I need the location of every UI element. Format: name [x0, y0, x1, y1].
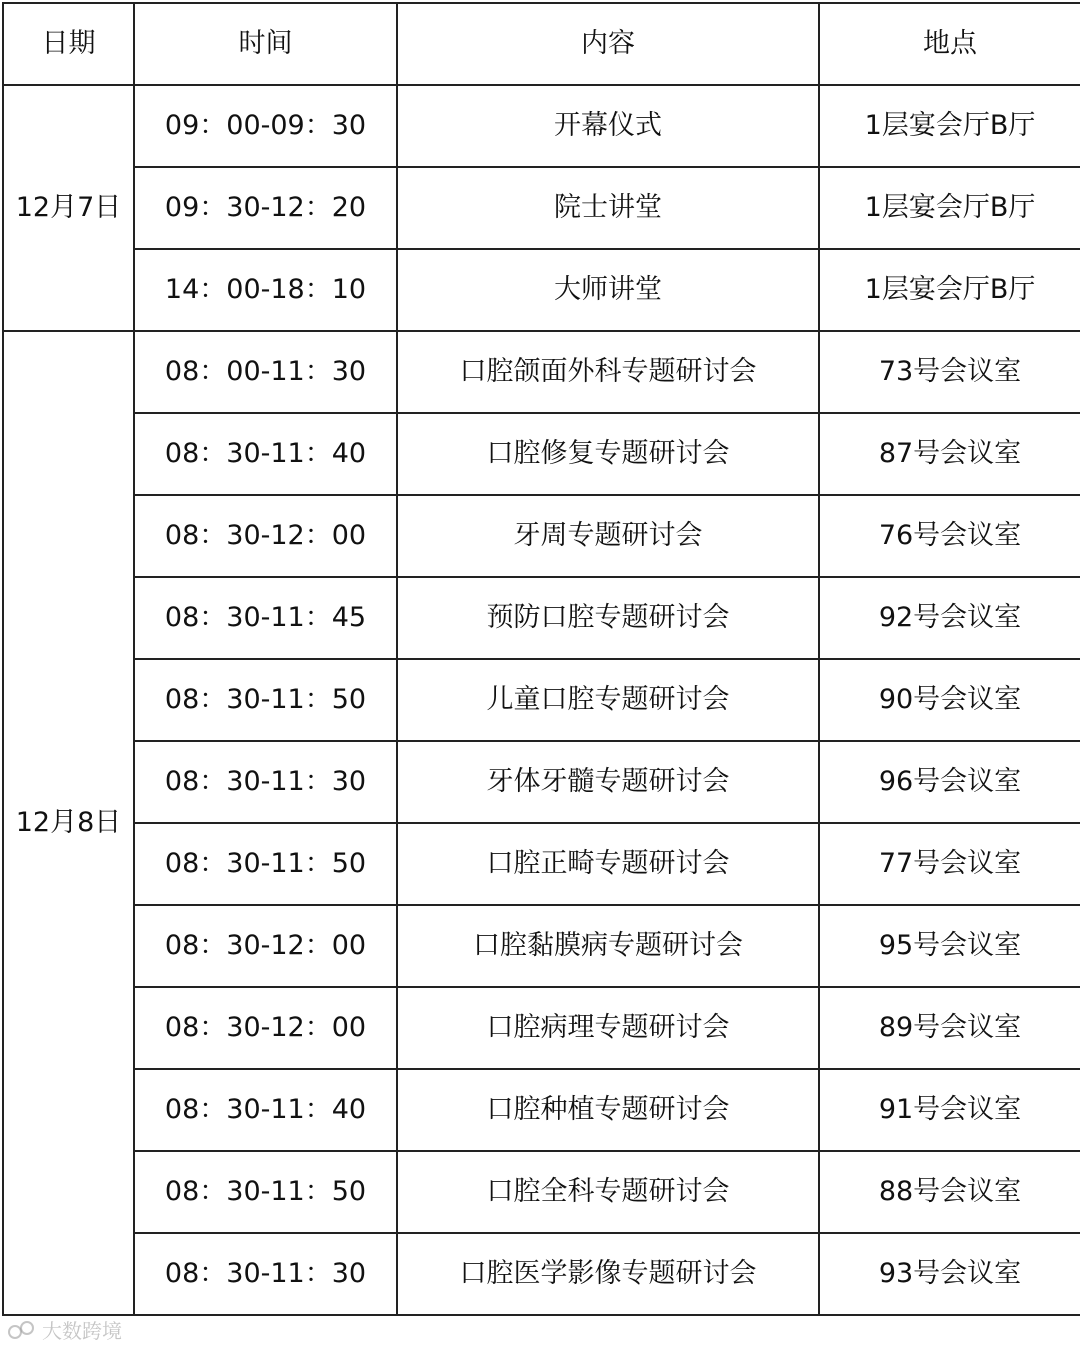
table-row — [3, 741, 1080, 823]
content-cell: 大师讲堂 — [397, 249, 819, 331]
table-row — [3, 1069, 1080, 1151]
content-cell: 口腔正畸专题研讨会 — [397, 823, 819, 905]
header-date: 日期 — [3, 3, 134, 85]
time-cell: 09：00-09：30 — [134, 85, 397, 167]
header-row — [3, 3, 1080, 85]
content-cell: 口腔全科专题研讨会 — [397, 1151, 819, 1233]
content-cell: 口腔医学影像专题研讨会 — [397, 1233, 819, 1315]
place-cell: 1层宴会厅B厅 — [819, 249, 1080, 331]
header-place: 地点 — [819, 3, 1080, 85]
time-cell: 08：00-11：30 — [134, 331, 397, 413]
table-row — [3, 1233, 1080, 1315]
table-row — [3, 1151, 1080, 1233]
place-cell: 91号会议室 — [819, 1069, 1080, 1151]
place-cell: 1层宴会厅B厅 — [819, 85, 1080, 167]
content-cell: 牙体牙髓专题研讨会 — [397, 741, 819, 823]
time-cell: 08：30-12：00 — [134, 905, 397, 987]
place-cell: 76号会议室 — [819, 495, 1080, 577]
place-cell: 73号会议室 — [819, 331, 1080, 413]
time-cell: 08：30-11：50 — [134, 659, 397, 741]
place-cell: 77号会议室 — [819, 823, 1080, 905]
place-cell: 90号会议室 — [819, 659, 1080, 741]
content-cell: 口腔病理专题研讨会 — [397, 987, 819, 1069]
date-cell: 12月7日 — [3, 85, 134, 331]
table-row — [3, 495, 1080, 577]
table-row — [3, 413, 1080, 495]
time-cell: 08：30-11：45 — [134, 577, 397, 659]
header-time: 时间 — [134, 3, 397, 85]
table-row — [3, 987, 1080, 1069]
schedule-table — [2, 2, 1080, 1316]
time-cell: 08：30-11：50 — [134, 1151, 397, 1233]
content-cell: 口腔种植专题研讨会 — [397, 1069, 819, 1151]
watermark-text: 大数跨境 — [42, 1319, 122, 1343]
place-cell: 89号会议室 — [819, 987, 1080, 1069]
table-row — [3, 85, 1080, 167]
place-cell: 92号会议室 — [819, 577, 1080, 659]
time-cell: 08：30-12：00 — [134, 987, 397, 1069]
content-cell: 儿童口腔专题研讨会 — [397, 659, 819, 741]
table-row — [3, 167, 1080, 249]
table-row — [3, 249, 1080, 331]
table-row — [3, 905, 1080, 987]
content-cell: 口腔颌面外科专题研讨会 — [397, 331, 819, 413]
table-row — [3, 331, 1080, 413]
content-cell: 口腔黏膜病专题研讨会 — [397, 905, 819, 987]
place-cell: 95号会议室 — [819, 905, 1080, 987]
table-row — [3, 823, 1080, 905]
time-cell: 08：30-11：50 — [134, 823, 397, 905]
place-cell: 93号会议室 — [819, 1233, 1080, 1315]
content-cell: 口腔修复专题研讨会 — [397, 413, 819, 495]
content-cell: 院士讲堂 — [397, 167, 819, 249]
table-row — [3, 659, 1080, 741]
place-cell: 87号会议室 — [819, 413, 1080, 495]
time-cell: 08：30-11：30 — [134, 741, 397, 823]
watermark — [6, 1315, 122, 1344]
header-content: 内容 — [397, 3, 819, 85]
time-cell: 08：30-11：40 — [134, 1069, 397, 1151]
table-row — [3, 577, 1080, 659]
content-cell: 牙周专题研讨会 — [397, 495, 819, 577]
time-cell: 09：30-12：20 — [134, 167, 397, 249]
place-cell: 96号会议室 — [819, 741, 1080, 823]
logo-icon — [6, 1319, 36, 1341]
content-cell: 预防口腔专题研讨会 — [397, 577, 819, 659]
place-cell: 88号会议室 — [819, 1151, 1080, 1233]
time-cell: 08：30-12：00 — [134, 495, 397, 577]
time-cell: 14：00-18：10 — [134, 249, 397, 331]
time-cell: 08：30-11：40 — [134, 413, 397, 495]
time-cell: 08：30-11：30 — [134, 1233, 397, 1315]
place-cell: 1层宴会厅B厅 — [819, 167, 1080, 249]
content-cell: 开幕仪式 — [397, 85, 819, 167]
date-cell: 12月8日 — [3, 331, 134, 1315]
